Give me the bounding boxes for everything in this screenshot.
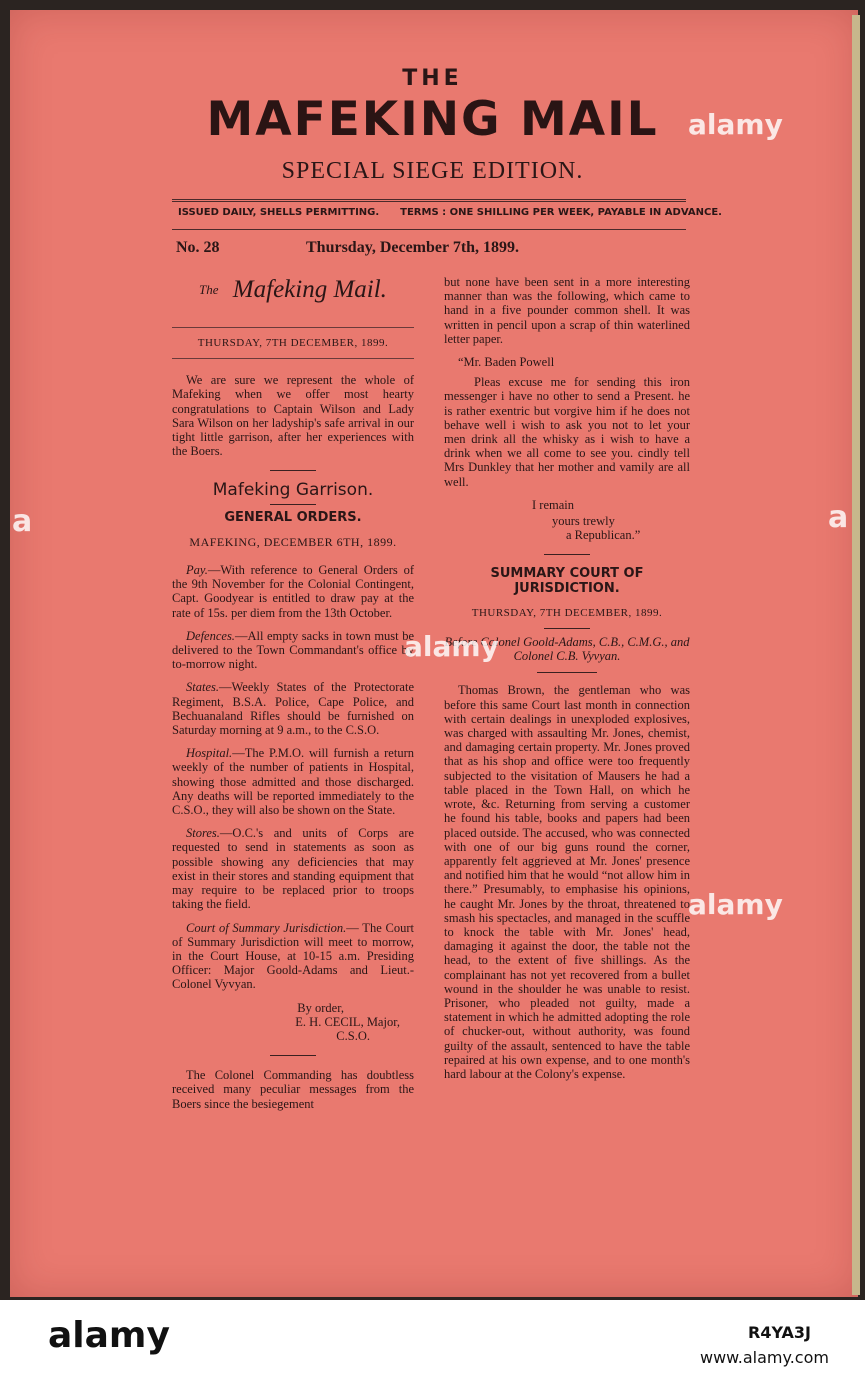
paper-name: Mafeking Mail. <box>232 276 387 303</box>
watermark: alamy <box>404 630 499 663</box>
order-court <box>172 921 414 992</box>
paper-name-the: The <box>199 282 219 297</box>
issue-date: Thursday, December 7th, 1899. <box>306 239 520 256</box>
order-states-label: States. <box>186 680 219 695</box>
terms-left: ISSUED DAILY, SHELLS PERMITTING. <box>178 207 380 218</box>
section-divider <box>270 504 316 505</box>
letter-remain: I remain <box>532 497 574 512</box>
image-id: R4YA3J <box>748 1323 811 1342</box>
order-stores-label: Stores. <box>186 826 220 841</box>
order-stores-text: —O.C.'s and units of Corps are requested to send in statements as soon as possible showing any deficiencies that may exist in their stores and standing equipment that may require to be replaced prior to troops taking the field. <box>172 826 414 912</box>
closing-paragraph: The Colonel Commanding has doubtless received many peculiar messages from the Boers since the besiegement <box>172 1068 414 1111</box>
section-divider <box>270 470 316 471</box>
court-before: Before Colonel Goold-Adams, C.B., C.M.G., and Colonel C.B. Vyvyan. <box>444 635 690 664</box>
issue-dateline: THURSDAY, 7TH DECEMBER, 1899. <box>197 337 389 349</box>
left-column <box>172 275 414 1120</box>
order-stores <box>172 826 414 911</box>
terms-line <box>178 207 722 218</box>
letter-trewly: yours trewly <box>552 514 615 529</box>
alamy-logo: alamy <box>48 1315 170 1356</box>
terms-right: TERMS : ONE SHILLING PER WEEK, PAYABLE IN ADVANCE. <box>400 207 722 218</box>
order-hospital <box>172 746 414 817</box>
top-rule <box>172 199 686 200</box>
terms-rule <box>172 229 686 230</box>
divider <box>172 358 414 359</box>
by-order: By order, <box>297 1000 344 1015</box>
divider <box>172 327 414 328</box>
garrison-heading: Mafeking Garrison. <box>212 480 374 501</box>
order-court-label: Court of Summary Jurisdiction. <box>186 920 347 935</box>
order-states <box>172 680 414 737</box>
watermark: alamy <box>688 108 783 141</box>
court-case: Thomas Brown, the gentleman who was before this same Court last month in connection with certain dealings in unexploded explosives, was charged with assaulting Mr. Jones, chemist, and damaging certain property. Mr. Jones proved that as his shop and office were too frequently subjected to the visitation of Mausers he had a table placed in the Town Hall, on which he wrote, &c. Returning from serving a customer he found his table, books and papers had been placed outside. The accused, who was connected with one of our big guns round the corner, apparently felt aggrieved at Mr. Jones' presence and notified him that he would “not allow him in there.” Presumably, to emphasise his opinions, he caught Mr. Jones by the throat, threatened to smash his spectacles, and managed in the scuffle to knock the table with Mr. Jones' head, damaging it against the door, the table not the head, to the extent of five shillings. As the complainant has not yet recovered from a bullet wound in the shoulder he was unable to resist. Prisoner, who pleaded not guilty, made a statement in which he admitted adopting the role of chucker-out, without authority, was found guilty of the assault, sentenced to have the table repaired at his own expense, and to one month's hard labour at the Colony's expense. <box>444 683 690 1081</box>
orders-dateline: MAFEKING, DECEMBER 6TH, 1899. <box>189 534 397 549</box>
order-states-text: —Weekly States of the Protectorate Regiment, B.S.A. Police, Cape Police, and Bechuanaland Rifles should be furnished on Saturday morning at 9 a.m., to the C.S.O. <box>172 680 414 738</box>
order-court-text: — The Court of Summary Jurisdiction will meet to morrow, in the Court House, at 10-15 a.m. Presiding Officer: Major Goold-Adams and Lieut.-Colonel Vyvyan. <box>172 920 414 992</box>
court-heading: SUMMARY COURT OF JURISDICTION. <box>490 566 644 596</box>
letter-body: Pleas excuse me for sending this iron messenger i have no other to send a Present. he is rather exentric but vorgive him if he does not behave well i wish to ask you not to let your men drink all the whisky as i wish to have a drink when we all come to see you. cindly tell Mrs Dunkley that her mother and vamily are all well. <box>444 375 690 489</box>
section-divider <box>544 628 590 629</box>
order-hospital-label: Hospital. <box>186 746 233 761</box>
masthead-the: THE <box>402 66 463 91</box>
letter-salutation: “Mr. Baden Powell <box>458 355 555 370</box>
section-divider <box>270 1055 316 1056</box>
masthead-subtitle: SPECIAL SIEGE EDITION. <box>281 158 584 184</box>
page-edge <box>852 15 860 1295</box>
order-pay-text: —With reference to General Orders of the 9th November for the Colonial Contingent, Capt. Goodyear is entitled to draw pay at the rate of 15s. per diem from the 13th October. <box>172 563 414 620</box>
alamy-url: www.alamy.com <box>700 1348 829 1367</box>
order-defences-label: Defences. <box>186 628 235 643</box>
issue-number: No. 28 <box>176 239 220 256</box>
masthead-title: MAFEKING MAIL <box>206 92 659 147</box>
intro-paragraph: We are sure we represent the whole of Mafeking when we offer most hearty congratulations to Captain Wilson and Lady Sara Wilson on her ladyship's safe arrival in our tight little garrison, after her experiences with the Boers. <box>172 373 414 459</box>
watermark: alamy <box>688 888 783 921</box>
watermark-edge: a <box>12 504 33 539</box>
section-divider <box>537 672 597 673</box>
order-defences <box>172 629 414 672</box>
right-column <box>444 275 690 1090</box>
order-pay-label: Pay. <box>186 563 208 578</box>
watermark-edge: a <box>828 500 849 535</box>
signature-title: C.S.O. <box>336 1028 370 1043</box>
court-dateline: THURSDAY, 7TH DECEMBER, 1899. <box>471 606 663 619</box>
section-divider <box>544 554 590 555</box>
orders-heading: GENERAL ORDERS. <box>224 509 362 525</box>
paper-name-heading <box>172 276 414 313</box>
order-defences-text: —All empty sacks in town must be delivered to the Town Commandant's office by to-morrow night. <box>172 628 414 672</box>
signature: E. H. CECIL, Major, <box>295 1014 400 1029</box>
order-hospital-text: —The P.M.O. will furnish a return weekly of the number of patients in Hospital, showing those admitted and those discharged. Any deaths will be reported immediately to the C.S.O., they will also be shown on the State. <box>172 746 414 818</box>
continued-paragraph: but none have been sent in a more interesting manner than was the following, which came to hand in a five pounder common shell. It was written in pencil upon a scrap of thin waterlined letter paper. <box>444 275 690 346</box>
order-pay <box>172 563 414 620</box>
top-rule-double <box>172 201 686 202</box>
letter-signature: a Republican.” <box>566 528 641 543</box>
